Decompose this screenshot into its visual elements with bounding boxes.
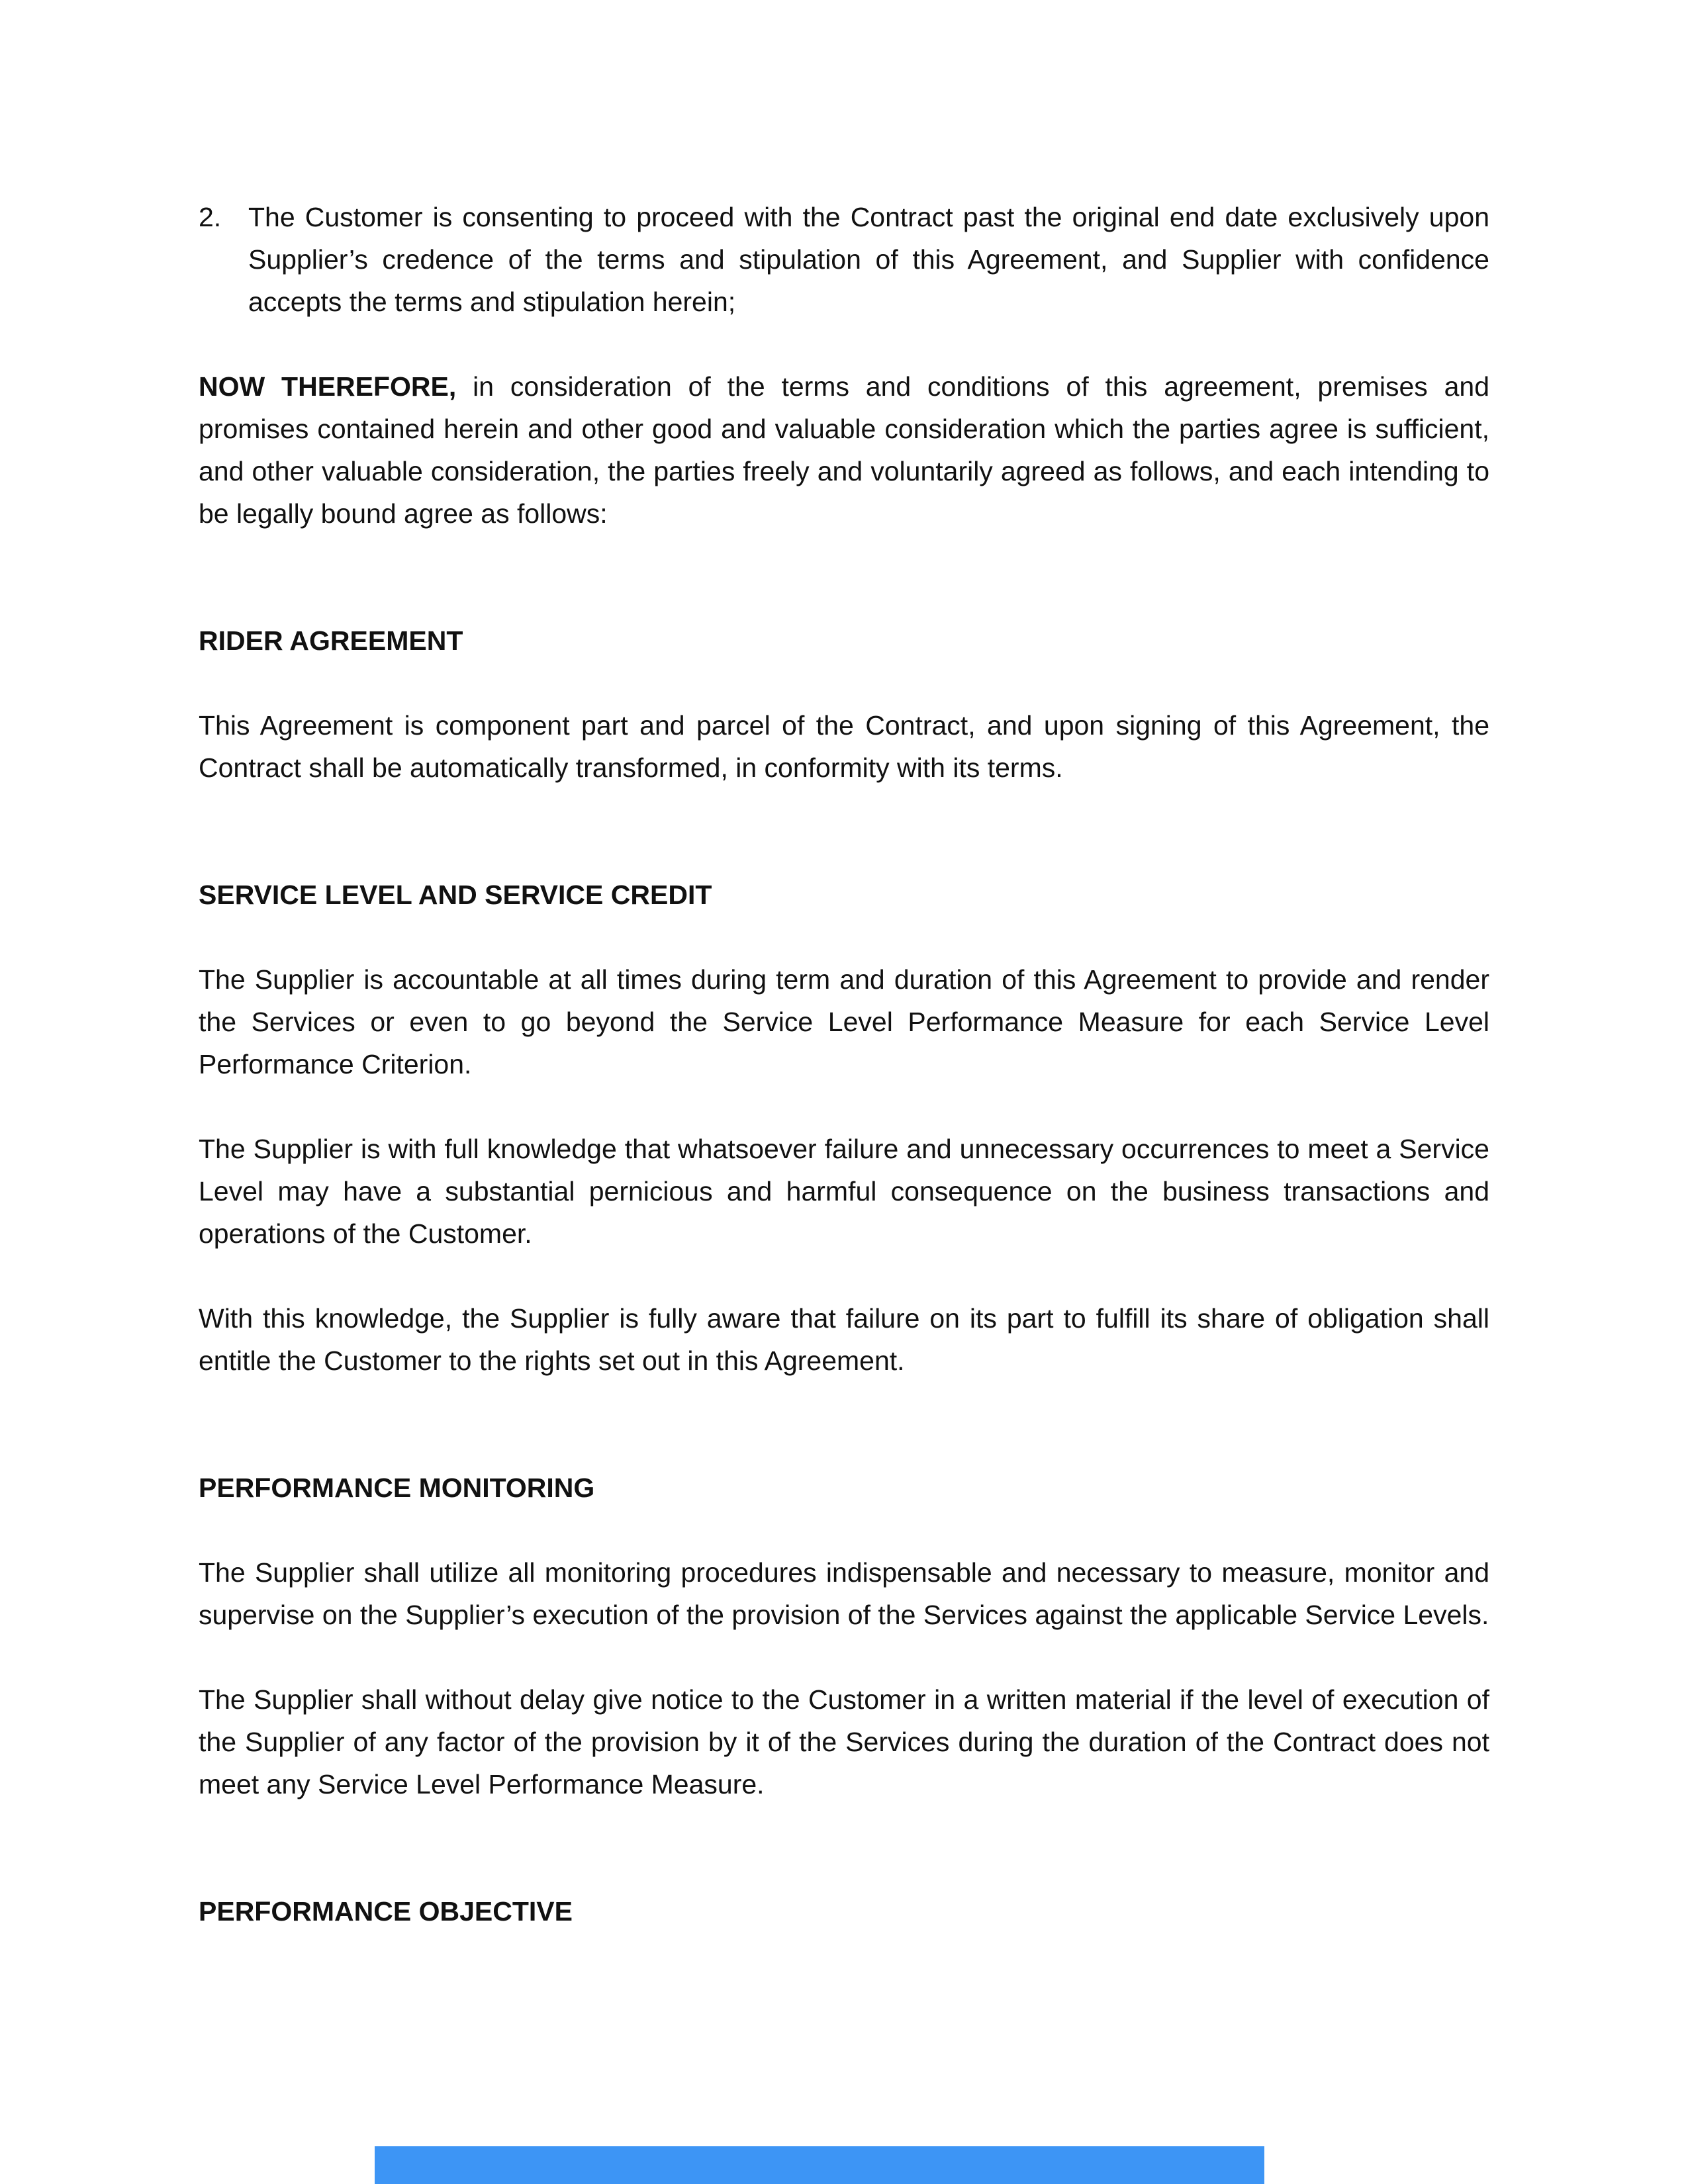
paragraph: The Supplier is with full knowledge that whatsoever failure and unnecessary occurrences to meet a Service Level may have a substantial pernicious and harmful consequence on the business transactions and operations of the Customer. bbox=[199, 1134, 1489, 1249]
list-item-text: The Customer is consenting to proceed with the Contract past the original end date exclusively upon Supplier’s credence of the terms and stipulation of this Agreement, and Supplier with confidence accepts the terms and stipulation herein; bbox=[248, 202, 1489, 317]
paragraph: With this knowledge, the Supplier is fully aware that failure on its part to fulfill its share of obligation shall entitle the Customer to the rights set out in this Agreement. bbox=[199, 1303, 1489, 1376]
now-therefore-text: in consideration of the terms and conditions of this agreement, premises and promises contained herein and other good and valuable consideration which the parties agree is sufficient, and other valuable consideration, the parties freely and voluntarily agreed as follows, and each intending to be legally bound agree as follows: bbox=[199, 371, 1490, 529]
paragraph: The Supplier shall utilize all monitoring procedures indispensable and necessary to measure, monitor and supervise on the Supplier’s execution of the provision of the Services against the applicable Service Levels. bbox=[199, 1557, 1489, 1630]
section-heading-rider-agreement: RIDER AGREEMENT bbox=[199, 625, 463, 656]
numbered-list-item bbox=[199, 196, 1489, 323]
document-body bbox=[199, 196, 1489, 1933]
section-heading-service-level: SERVICE LEVEL AND SERVICE CREDIT bbox=[199, 880, 712, 910]
now-therefore-lead: NOW THEREFORE, bbox=[199, 371, 457, 402]
paragraph: The Supplier is accountable at all times during term and duration of this Agreement to provide and render the Services or even to go beyond the Service Level Performance Measure for each Service Level Performance Criterion. bbox=[199, 964, 1489, 1079]
section-heading-performance-objective: PERFORMANCE OBJECTIVE bbox=[199, 1896, 573, 1927]
list-number: 2. bbox=[199, 202, 222, 232]
footer-accent-bar bbox=[375, 2146, 1264, 2184]
now-therefore-paragraph bbox=[199, 365, 1489, 535]
section-heading-performance-monitoring: PERFORMANCE MONITORING bbox=[199, 1473, 595, 1503]
paragraph: This Agreement is component part and parcel of the Contract, and upon signing of this Agreement, the Contract shall be automatically transformed, in conformity with its terms. bbox=[199, 710, 1489, 783]
paragraph: The Supplier shall without delay give notice to the Customer in a written material if the level of execution of the Supplier of any factor of the provision by it of the Services during the duration of the Contract does not meet any Service Level Performance Measure. bbox=[199, 1684, 1489, 1799]
